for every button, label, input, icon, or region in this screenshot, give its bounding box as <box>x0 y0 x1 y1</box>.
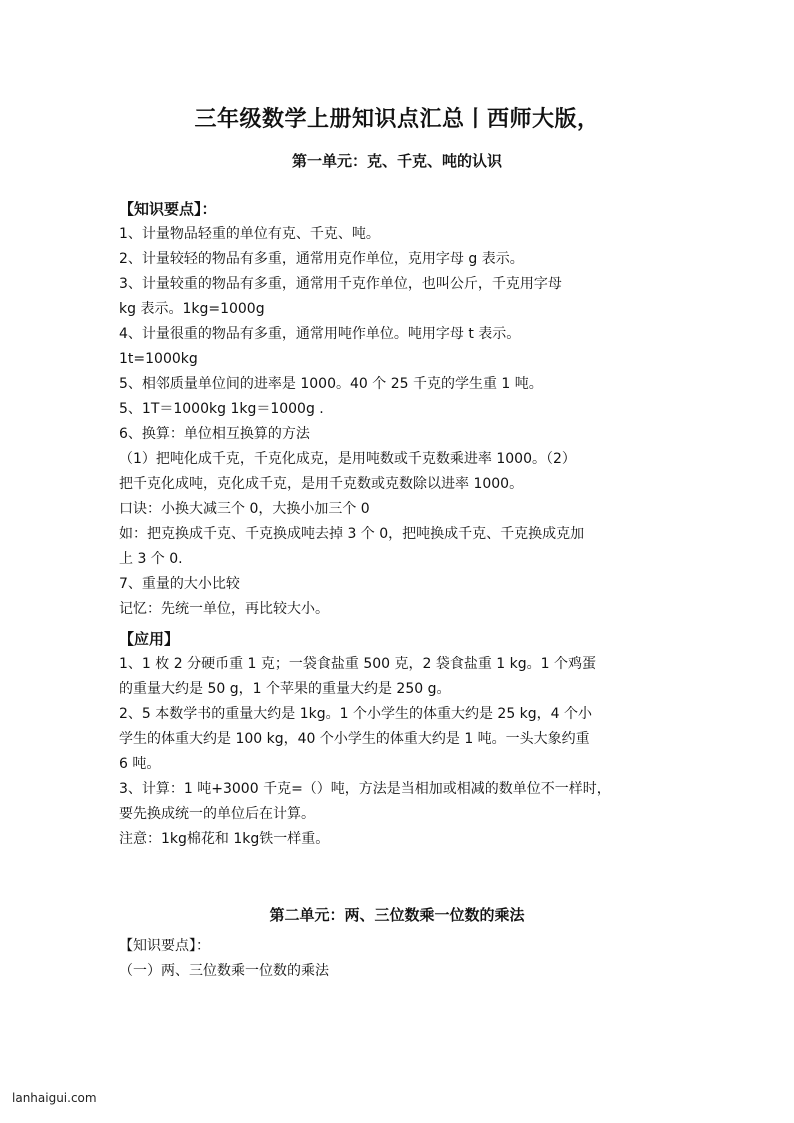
text-line: 7、重量的大小比较 <box>119 576 240 592</box>
unit1-title: 第一单元：克、千克、吨的认识 <box>291 152 502 170</box>
footer-site: lanhaigui.com <box>12 1091 97 1105</box>
text-line: 的重量大约是 50 g，1 个苹果的重量大约是 250 g。 <box>119 681 451 697</box>
unit2-key-points <box>119 934 679 984</box>
text-line: 6、换算：单位相互换算的方法 <box>119 426 310 442</box>
text-line: 口诀：小换大减三个 0，大换小加三个 0 <box>119 501 370 517</box>
text-line: 5、1T＝1000kg 1kg＝1000g . <box>119 401 324 417</box>
text-line: 3、计算：1 吨+3000 千克=（）吨，方法是当相加或相减的数单位不一样时， <box>119 781 611 797</box>
text-line: 2、计量较轻的物品有多重，通常用克作单位，克用字母 g 表示。 <box>119 251 524 267</box>
text-line: 要先换成统一的单位后在计算。 <box>119 806 315 822</box>
text-line: 注意：1kg棉花和 1kg铁一样重。 <box>119 831 330 847</box>
text-line: （一）两、三位数乘一位数的乘法 <box>119 963 329 979</box>
text-line: 5、相邻质量单位间的进率是 1000。40 个 25 千克的学生重 1 吨。 <box>119 376 543 392</box>
text-line: 1t=1000kg <box>119 351 198 367</box>
text-line: kg 表示。1kg=1000g <box>119 301 265 317</box>
text-line: 1、计量物品轻重的单位有克、千克、吨。 <box>119 226 380 242</box>
text-line: 6 吨。 <box>119 756 161 772</box>
unit2-title: 第二单元：两、三位数乘一位数的乘法 <box>269 906 525 924</box>
unit1-key-points <box>119 197 679 622</box>
text-line: 学生的体重大约是 100 kg，40 个小学生的体重大约是 1 吨。一头大象约重 <box>119 731 590 747</box>
text-line: 上 3 个 0. <box>119 551 183 567</box>
text-line: 把千克化成吨，克化成千克，是用千克数或克数除以进率 1000。 <box>119 476 524 492</box>
unit1-key-points-heading: 【知识要点】： <box>119 200 217 218</box>
text-line: 2、5 本数学书的重量大约是 1kg。1 个小学生的体重大约是 25 kg，4 个小 <box>119 706 593 722</box>
applications-heading: 【应用】 <box>119 630 180 648</box>
text-line: （1）把吨化成千克，千克化成克，是用吨数或千克数乘进率 1000。（2） <box>119 451 576 467</box>
unit1-applications <box>119 627 679 852</box>
text-line: 1、1 枚 2 分硬币重 1 克；一袋食盐重 500 克，2 袋食盐重 1 kg。1 个鸡蛋 <box>119 656 597 672</box>
text-line: 3、计量较重的物品有多重，通常用千克作单位，也叫公斤，千克用字母 <box>119 276 562 292</box>
document-title: 三年级数学上册知识点汇总丨西师大版， <box>194 107 600 132</box>
unit2-key-points-heading: 【知识要点】： <box>119 938 210 954</box>
text-line: 4、计量很重的物品有多重，通常用吨作单位。吨用字母 t 表示。 <box>119 326 521 342</box>
text-line: 如：把克换成千克、千克换成吨去掉 3 个 0，把吨换成千克、千克换成克加 <box>119 526 585 542</box>
text-line: 记忆：先统一单位，再比较大小。 <box>119 601 329 617</box>
